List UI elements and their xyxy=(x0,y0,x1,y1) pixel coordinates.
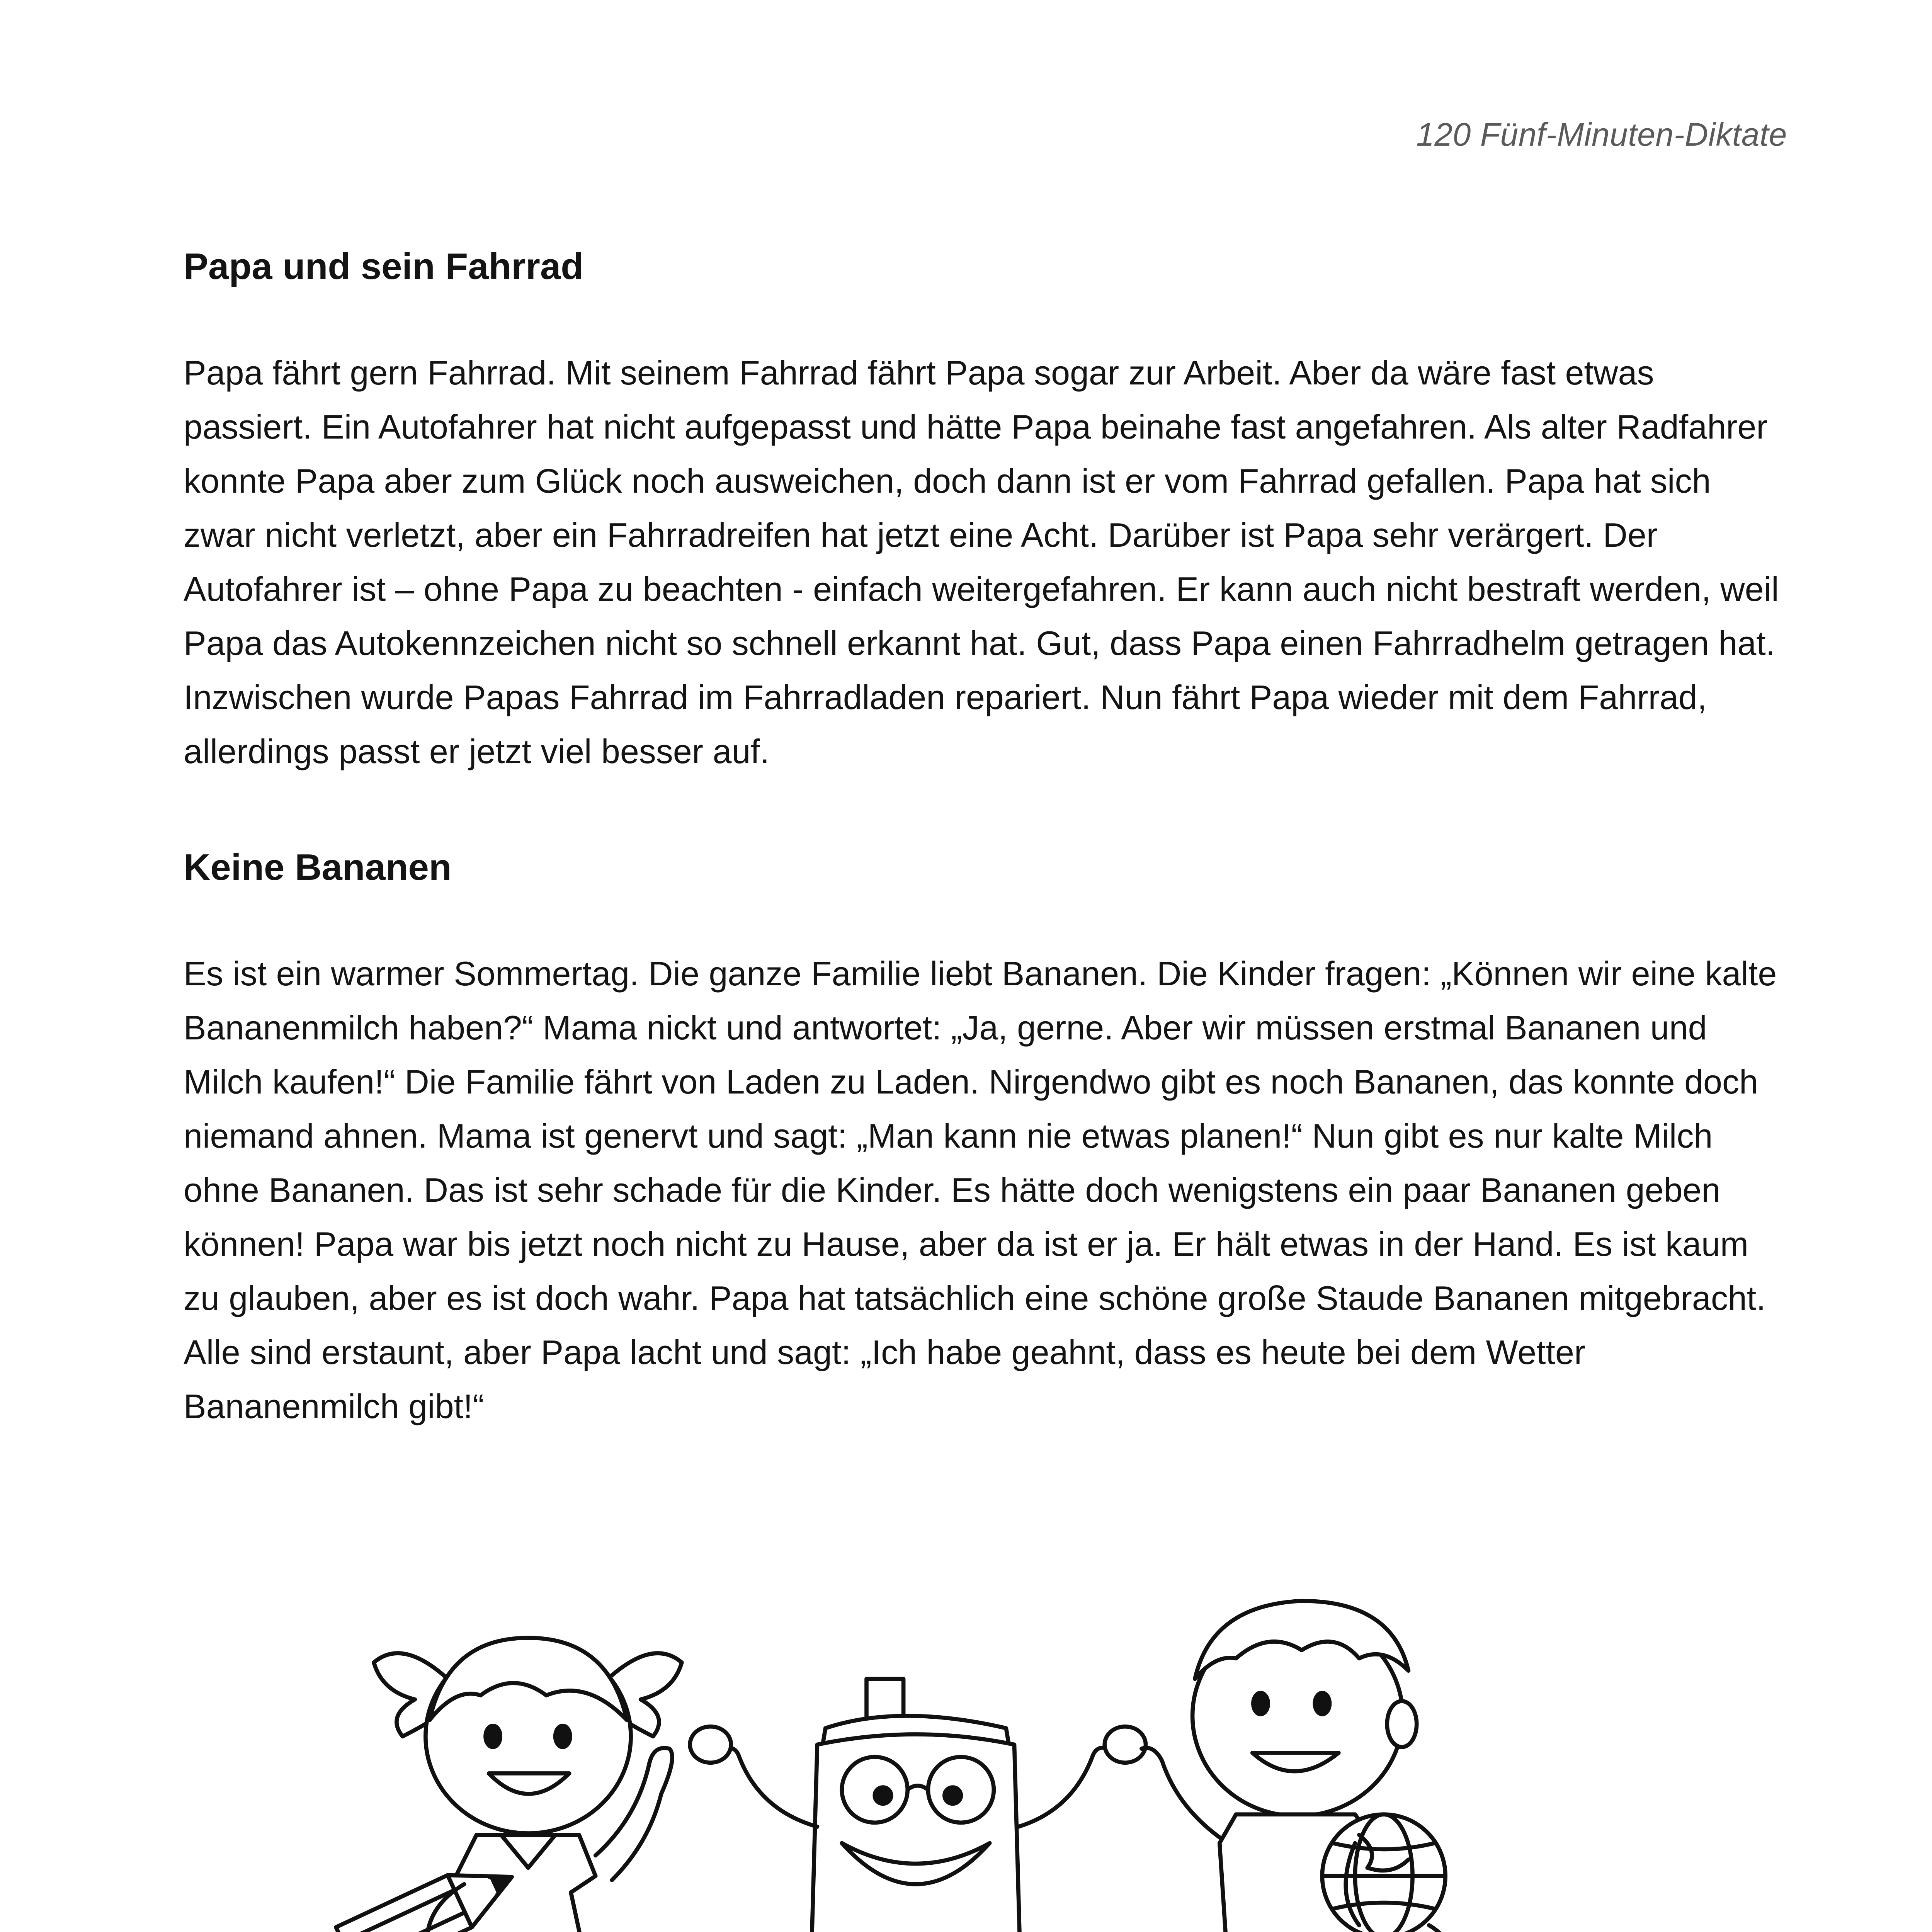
section-keine-bananen xyxy=(184,840,1787,1434)
section-papa-fahrrad xyxy=(184,240,1787,779)
boy-figure xyxy=(1141,1601,1447,1932)
girl-figure xyxy=(336,1638,682,1932)
section-title: Papa und sein Fahrrad xyxy=(184,246,583,287)
children-book-illustration xyxy=(325,1580,1638,1932)
section-text: Es ist ein warmer Sommertag. Die ganze Familie liebt Bananen. Die Kinder fragen: „Können wir eine kalte Bananenmilch haben?“ Mama nickt und antwortet: „Ja, gerne. Aber wir müssen erstmal Bananen und Milch kaufen!“ Die Familie fährt von Laden zu Laden. Nirgendwo gibt es noch Bananen, das konnte doch niemand ahnen. Mama ist genervt und sagt: „Man kann nie etwas planen!“ Nun gibt es nur kalte Milch ohne Bananen. Das ist sehr schade für die Kinder. Es hätte doch wenigstens ein paar Bananen geben können! Papa war bis jetzt noch nicht zu Hause, aber da ist er ja. Er hält etwas in der Hand. Es ist kaum zu glauben, aber es ist doch wahr. Papa hat tatsächlich eine schöne große Staude Bananen mitgebracht. Alle sind erstaunt, aber Papa lacht und sagt: „Ich habe geahnt, dass es heute bei dem Wetter Bananenmilch gibt!“ xyxy=(184,954,1777,1425)
section-text: Papa fährt gern Fahrrad. Mit seinem Fahrrad fährt Papa sogar zur Arbeit. Aber da wäre fast etwas passiert. Ein Autofahrer hat nicht aufgepasst und hätte Papa beinahe fast angefahren. Als alter Radfahrer konnte Papa aber zum Glück noch ausweichen, doch dann ist er vom Fahrrad gefallen. Papa hat sich zwar nicht verletzt, aber ein Fahrradreifen hat jetzt eine Acht. Darüber ist Papa sehr verärgert. Der Autofahrer ist – ohne Papa zu beachten - einfach weitergefahren. Er kann auch nicht bestraft werden, weil Papa das Autokennzeichen nicht so schnell erkannt hat. Gut, dass Papa einen Fahrradhelm getragen hat. Inzwischen wurde Papas Fahrrad im Fahrradladen repariert. Nun fährt Papa wieder mit dem Fahrrad, allerdings passt er jetzt viel besser auf. xyxy=(184,354,1779,770)
book-figure xyxy=(690,1679,1146,1932)
running-head: 120 Fünf-Minuten-Diktate xyxy=(1416,116,1787,153)
section-title: Keine Bananen xyxy=(184,847,452,888)
